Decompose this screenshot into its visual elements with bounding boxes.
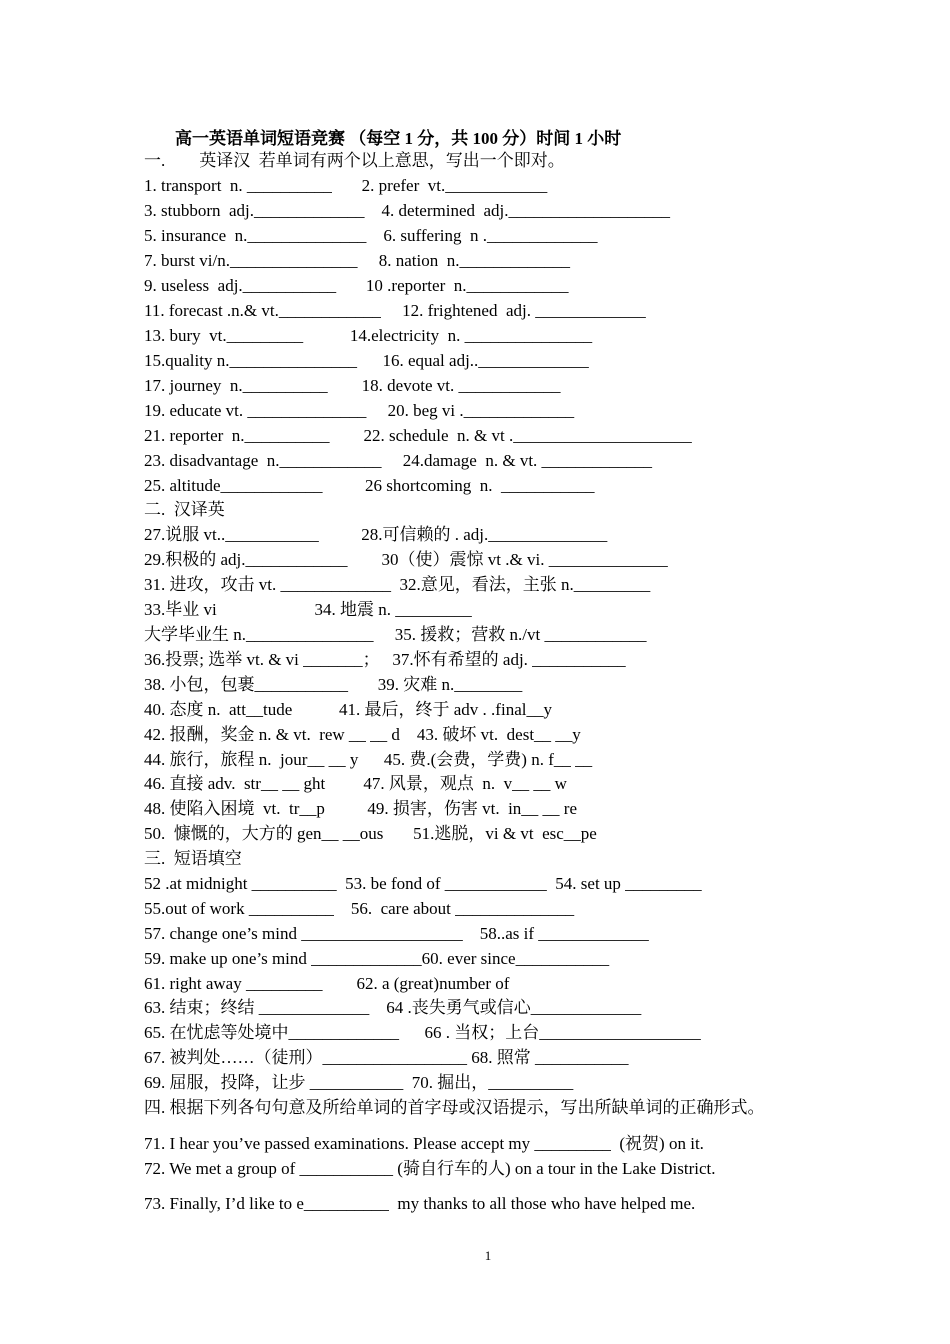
question-line: 59. make up one’s mind _____________60. ever since___________ <box>144 949 610 968</box>
question-line: 大学毕业生 n._______________ 35. 援救；营救 n./vt ____________ <box>144 625 647 644</box>
question-line: 13. bury vt._________ 14.electricity n. _______________ <box>144 326 593 345</box>
question-line: 17. journey n.__________ 18. devote vt. ____________ <box>144 376 561 395</box>
question-line: 38. 小包，包裹___________ 39. 灾难 n.________ <box>144 675 523 694</box>
question-line: 11. forecast .n.& vt.____________ 12. frightened adj. _____________ <box>144 301 646 320</box>
section-1-heading: 一. 英译汉 若单词有两个以上意思，写出一个即对。 <box>144 151 565 170</box>
question-line: 31. 进攻，攻击 vt. _____________ 32.意见，看法，主张 n._________ <box>144 575 651 594</box>
question-line: 36.投票; 选举 vt. & vi _______； 37.怀有希望的 adj. ___________ <box>144 650 626 669</box>
question-line: 57. change one’s mind ___________________ 58..as if _____________ <box>144 924 649 943</box>
question-line: 46. 直接 adv. str__ __ ght 47. 风景，观点 n. v__ __ w <box>144 774 567 793</box>
question-line: 7. burst vi/n._______________ 8. nation n._____________ <box>144 251 570 270</box>
question-line: 52 .at midnight __________ 53. be fond of ____________ 54. set up _________ <box>144 874 702 893</box>
question-line: 25. altitude____________ 26 shortcoming n. ___________ <box>144 476 595 495</box>
question-line: 23. disadvantage n.____________ 24.damage n. & vt. _____________ <box>144 451 653 470</box>
question-line: 44. 旅行，旅程 n. jour__ __ y 45. 费.(会费，学费) n. f__ __ <box>144 750 593 769</box>
section-4-heading: 四. 根据下列各句句意及所给单词的首字母或汉语提示，写出所缺单词的正确形式。 <box>144 1098 765 1117</box>
question-line: 1. transport n. __________ 2. prefer vt.____________ <box>144 176 548 195</box>
question-line: 73. Finally, I’d like to e__________ my thanks to all those who have helped me. <box>144 1194 696 1213</box>
question-line: 72. We met a group of ___________ (骑自行车的人) on a tour in the Lake District. <box>144 1159 716 1178</box>
question-line: 61. right away _________ 62. a (great)number of <box>144 974 510 993</box>
document-title: 高一英语单词短语竞赛 （每空 1 分，共 100 分）时间 1 小时 <box>175 129 622 148</box>
question-line: 50. 慷慨的，大方的 gen__ __ous 51.逃脱，vi & vt esc__pe <box>144 824 597 843</box>
question-line: 33.毕业 vi 34. 地震 n. _________ <box>144 600 472 619</box>
question-line: 15.quality n._______________ 16. equal adj.._____________ <box>144 351 589 370</box>
question-line: 27.说服 vt..___________ 28.可信赖的 . adj.______________ <box>144 525 608 544</box>
question-line: 67. 被判处……（徒刑）_________________ 68. 照常 ___________ <box>144 1048 629 1067</box>
question-line: 65. 在忧虑等处境中_____________ 66 . 当权；上台___________________ <box>144 1023 701 1042</box>
section-3-heading: 三. 短语填空 <box>144 849 242 868</box>
question-line: 69. 屈服，投降，让步 ___________ 70. 掘出，__________ <box>144 1073 574 1092</box>
question-line: 5. insurance n.______________ 6. suffering n ._____________ <box>144 226 598 245</box>
question-line: 19. educate vt. ______________ 20. beg vi ._____________ <box>144 401 575 420</box>
question-line: 48. 使陷入困境 vt. tr__p 49. 损害，伤害 vt. in__ __ re <box>144 799 578 818</box>
page-number: 1 <box>484 1248 492 1263</box>
section-2-heading: 二. 汉译英 <box>144 500 225 519</box>
question-line: 63. 结束；终结 _____________ 64 .丧失勇气或信心_____________ <box>144 998 642 1017</box>
question-line: 55.out of work __________ 56. care about ______________ <box>144 899 575 918</box>
question-line: 40. 态度 n. att__tude 41. 最后，终于 adv . .final__y <box>144 700 552 719</box>
question-line: 3. stubborn adj._____________ 4. determined adj.___________________ <box>144 201 671 220</box>
question-line: 9. useless adj.___________ 10 .reporter n.____________ <box>144 276 569 295</box>
question-line: 71. I hear you’ve passed examinations. Please accept my _________ (祝贺) on it. <box>144 1134 704 1153</box>
question-line: 42. 报酬，奖金 n. & vt. rew __ __ d 43. 破坏 vt. dest__ __y <box>144 725 581 744</box>
question-line: 21. reporter n.__________ 22. schedule n. & vt ._____________________ <box>144 426 692 445</box>
question-line: 29.积极的 adj.____________ 30（使）震惊 vt .& vi. ______________ <box>144 550 668 569</box>
